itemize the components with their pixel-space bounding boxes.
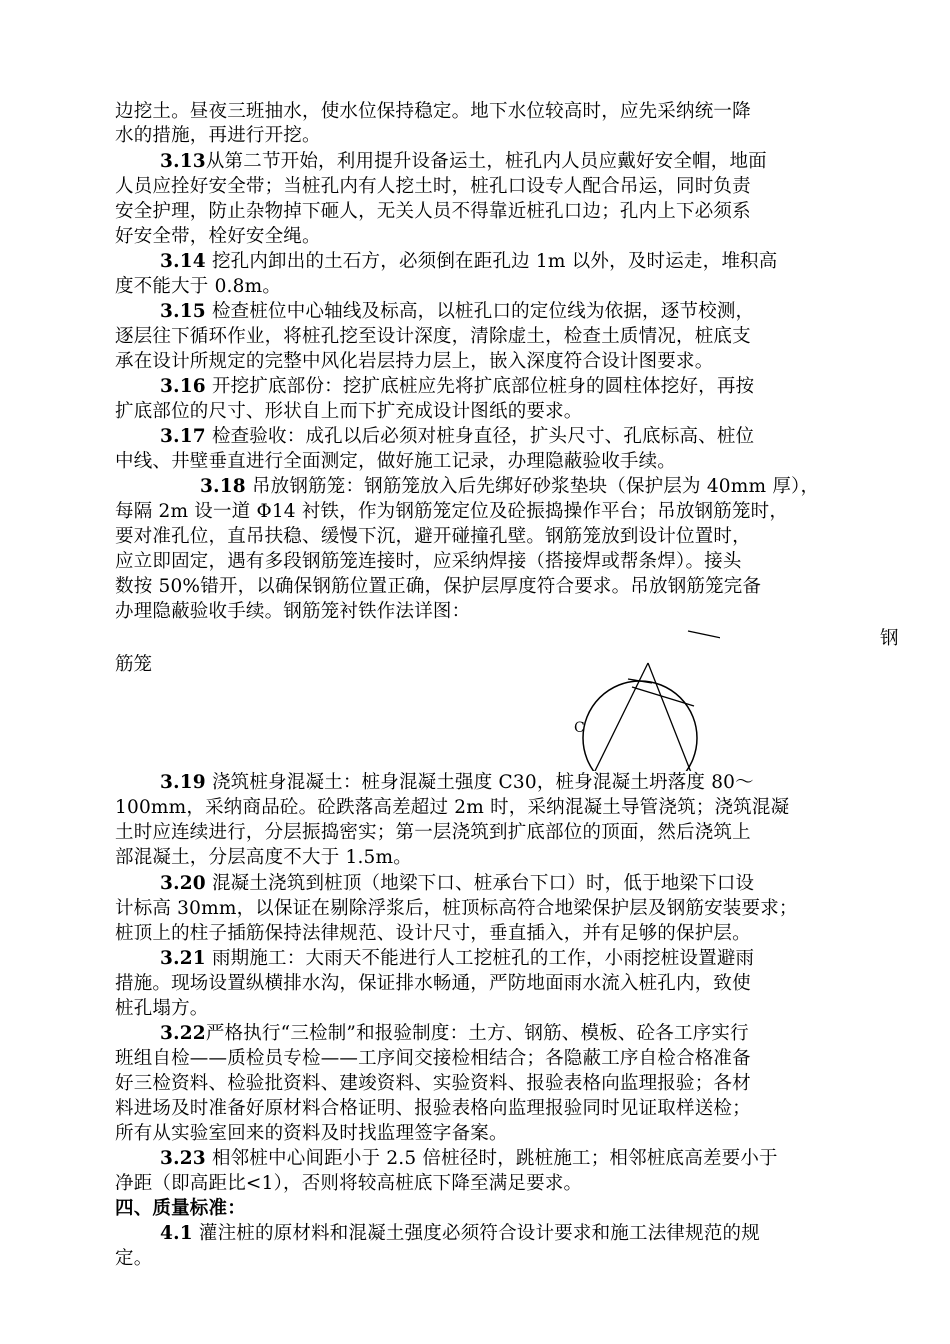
text-line: 开挖扩底部份：挖扩底桩应先将扩底部位桩身的圆柱体挖好，再按 [211, 376, 755, 397]
paragraph-3-19 [160, 771, 758, 796]
text-line: 计标高 30mm，以保证在剔除浮浆后，桩顶标高符合地梁保护层及钢筋安装要求； [115, 898, 798, 919]
spacer-bar-left [594, 663, 648, 773]
clause-number: 3.13 [160, 151, 206, 172]
diagram-label-top: 钢 [880, 628, 899, 649]
text-line: 每隔 2m 设一道 Φ14 衬铁，作为钢筋笼定位及砼振捣操作平台；吊放钢筋笼时， [115, 501, 789, 522]
text-line: 所有从实验室回来的资料及时找监理签字备案。 [115, 1123, 508, 1144]
cage-circle [583, 681, 697, 785]
clause-number: 3.20 [160, 873, 206, 894]
paragraph-3-13 [160, 150, 767, 175]
clause-number: 3.15 [160, 301, 206, 322]
text-line: 边挖土。昼夜三班抽水，使水位保持稳定。地下水位较高时，应先采纳统一降 [115, 101, 751, 122]
text-line: 承在设计所规定的完整中风化岩层持力层上，嵌入深度符合设计图要求。 [115, 351, 714, 372]
text-line: 扩底部位的尺寸、形状自上而下扩充成设计图纸的要求。 [115, 401, 583, 422]
paragraph-3-14 [160, 250, 777, 275]
text-line: 料进场及时准备好原材料合格证明、报验表格向监理报验同时见证取样送检； [115, 1098, 751, 1119]
paragraph-3-23 [160, 1147, 778, 1172]
clause-number: 3.19 [160, 772, 206, 793]
text-line: 100mm，采纳商品砼。砼跌落高差超过 2m 时，采纳混凝土导管浇筑；浇筑混凝 [115, 797, 790, 818]
text-line: 度不能大于 0.8m。 [115, 276, 282, 297]
text-line: 好三检资料、检验批资料、建竣资料、实验资料、报验表格向监理报验；各材 [115, 1073, 751, 1094]
text-line: 部混凝土，分层高度不大于 1.5m。 [115, 847, 412, 868]
text-line: 逐层往下循环作业，将桩孔挖至设计深度，清除虚土，检查土质情况，桩底支 [115, 326, 751, 347]
spacer-bar-cross [632, 687, 694, 706]
paragraph-3-22 [160, 1022, 749, 1047]
rebar-cage-diagram [560, 615, 720, 785]
spacer-bar-right [648, 663, 692, 775]
paragraph-4-1 [160, 1222, 760, 1247]
text-line: 相邻桩中心间距小于 2.5 倍桩径时，跳桩施工；相邻桩底高差要小于 [211, 1148, 778, 1169]
text-line: 应立即固定，遇有多段钢筋笼连接时，应采纳焊接（搭接焊或帮条焊）。接头 [115, 551, 742, 572]
text-line: 人员应拴好安全带；当桩孔内有人挖土时，桩孔口设专人配合吊运，同时负责 [115, 176, 751, 197]
section-heading-quality: 四、质量标准： [115, 1198, 246, 1219]
text-line: 桩顶上的柱子插筋保持法律规范、设计尺寸，垂直插入，并有足够的保护层。 [115, 923, 751, 944]
text-line: 好安全带，栓好安全绳。 [115, 226, 321, 247]
paragraph-3-18 [200, 475, 819, 500]
clause-number: 3.17 [160, 426, 206, 447]
text-line: 混凝土浇筑到桩顶（地梁下口、桩承台下口）时，低于地梁下口设 [211, 873, 755, 894]
text-line: 浇筑桩身混凝土：桩身混凝土强度 C30，桩身混凝土坍落度 80～ [211, 772, 754, 793]
text-line: 挖孔内卸出的土石方，必须倒在距孔边 1m 以外，及时运走，堆积高 [211, 251, 778, 272]
text-line: 桩孔塌方。 [115, 998, 209, 1019]
clause-number: 3.14 [160, 251, 206, 272]
text-line: 班组自检——质检员专检——工序间交接检相结合；各隐蔽工序自检合格准备 [115, 1048, 751, 1069]
text-line: 水的措施，再进行开挖。 [115, 125, 321, 146]
text-line: 定。 [115, 1248, 153, 1269]
paragraph-3-15 [160, 300, 754, 325]
text-line: 净距（即高距比<1），否则将较高桩底下降至满足要求。 [115, 1173, 583, 1194]
text-line: 办理隐蔽验收手续。钢筋笼衬铁作法详图： [115, 601, 471, 622]
text-line: 雨期施工：大雨天不能进行人工挖桩孔的工作，小雨挖桩设置避雨 [211, 948, 755, 969]
text-line: 从第二节开始，利用提升设备运土，桩孔内人员应戴好安全帽，地面 [205, 151, 767, 172]
clause-number: 4.1 [160, 1223, 193, 1244]
clause-number: 3.16 [160, 376, 206, 397]
text-line: 检查桩位中心轴线及标高，以桩孔口的定位线为依据，逐节校测， [211, 301, 755, 322]
text-line: 要对准孔位，直吊扶稳、缓慢下沉，避开碰撞孔壁。钢筋笼放到设计位置时， [115, 526, 751, 547]
paragraph-3-17 [160, 425, 754, 450]
leader-line [688, 631, 720, 643]
text-line: 措施。现场设置纵横排水沟，保证排水畅通，严防地面雨水流入桩孔内，致使 [115, 973, 751, 994]
paragraph-3-20 [160, 872, 754, 897]
clause-number: 3.23 [160, 1148, 206, 1169]
text-line: 检查验收：成孔以后必须对桩身直径，扩头尺寸、孔底标高、桩位 [211, 426, 755, 447]
text-line: 安全护理，防止杂物掉下砸人，无关人员不得靠近桩孔口边；孔内上下必须系 [115, 201, 751, 222]
text-line: 数按 50%错开，以确保钢筋位置正确，保护层厚度符合要求。吊放钢筋笼完备 [115, 576, 762, 597]
paragraph-3-16 [160, 375, 754, 400]
text-line: 中线、井壁垂直进行全面测定，做好施工记录，办理隐蔽验收手续。 [115, 451, 677, 472]
text-line: 土时应连续进行，分层振捣密实；第一层浇筑到扩底部位的顶面，然后浇筑上 [115, 822, 751, 843]
text-line: 吊放钢筋笼：钢筋笼放入后先绑好砂浆垫块（保护层为 40mm 厚）， [251, 476, 820, 497]
text-line: 严格执行“三检制”和报验制度：土方、钢筋、模板、砼各工序实行 [205, 1023, 749, 1044]
clause-number: 3.18 [200, 476, 246, 497]
clause-number: 3.22 [160, 1023, 206, 1044]
paragraph-3-21 [160, 947, 754, 972]
diagram-label-c: C [574, 720, 585, 736]
diagram-label-left: 筋笼 [115, 654, 153, 675]
text-line: 灌注桩的原材料和混凝土强度必须符合设计要求和施工法律规范的规 [198, 1223, 760, 1244]
clause-number: 3.21 [160, 948, 206, 969]
